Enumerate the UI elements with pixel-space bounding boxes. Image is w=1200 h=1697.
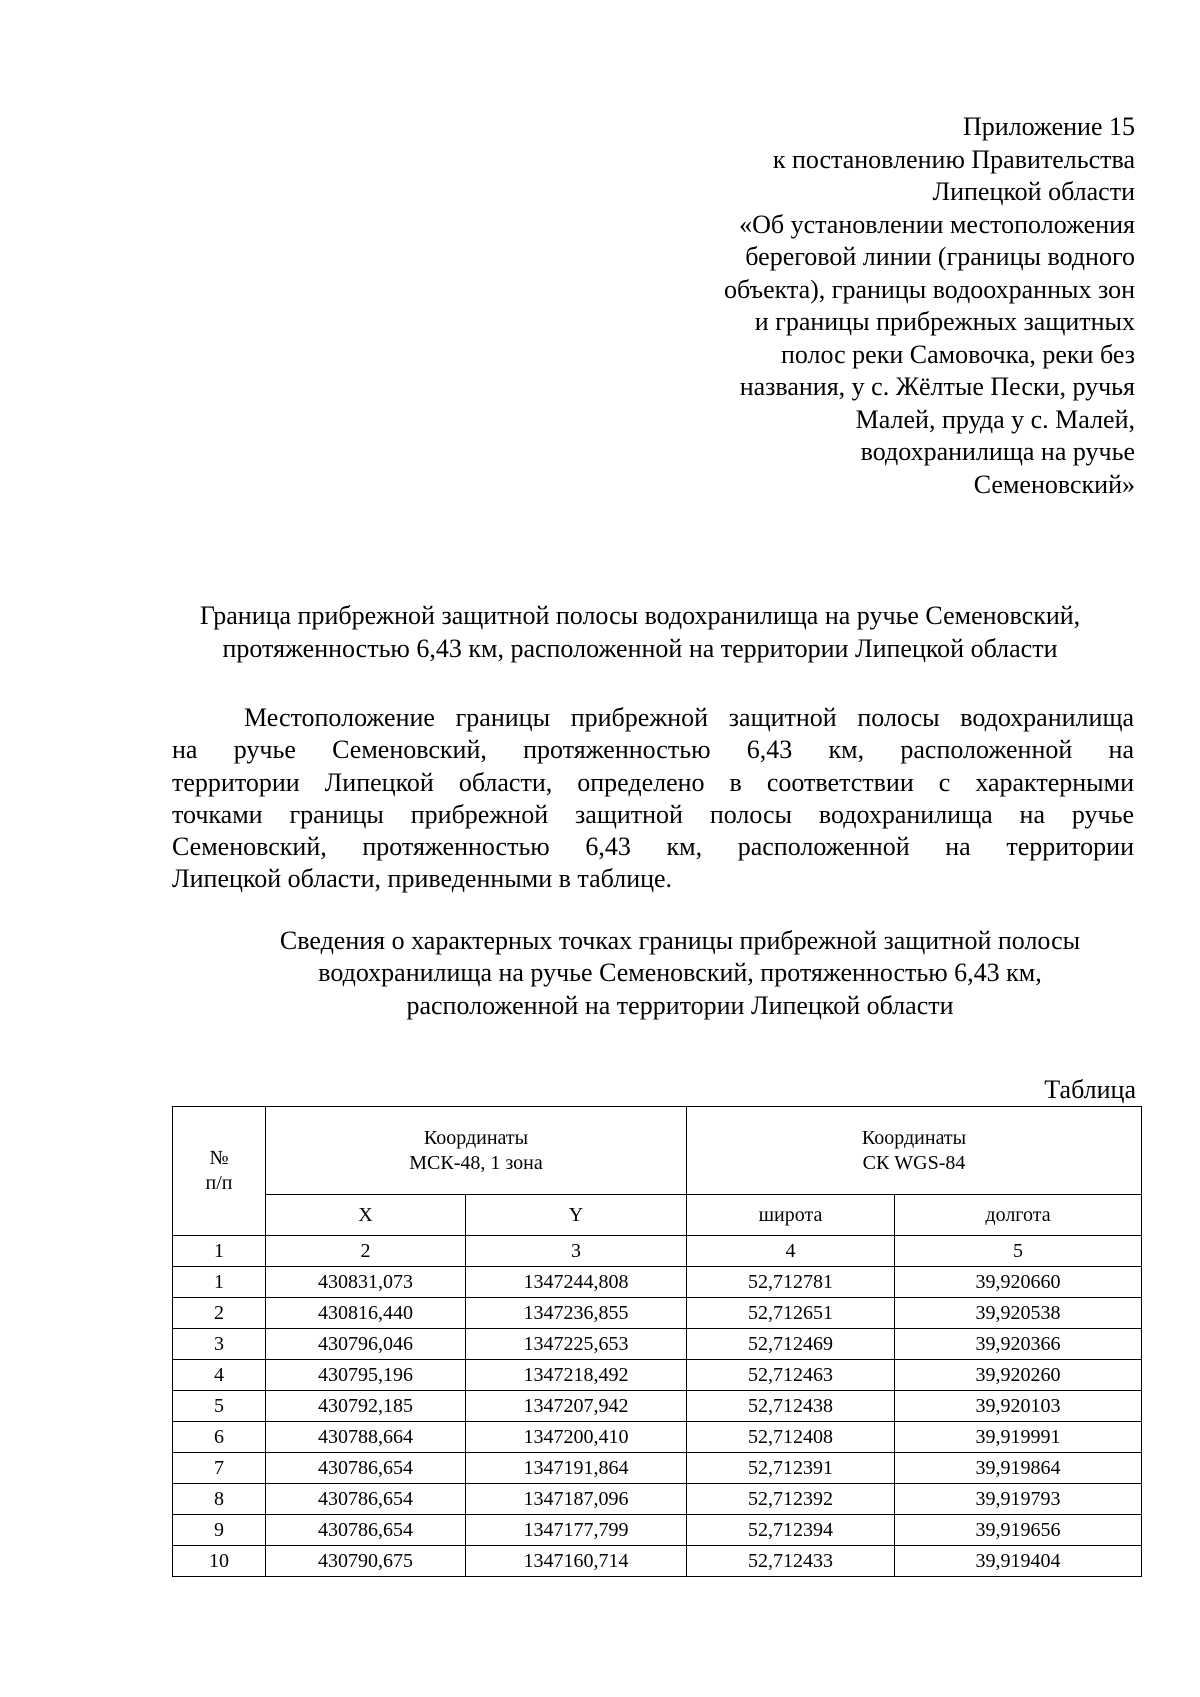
cell-number: 6 xyxy=(173,1422,266,1453)
table-row xyxy=(173,1484,1142,1515)
column-number: 2 xyxy=(266,1236,466,1267)
cell-latitude: 52,712433 xyxy=(687,1546,895,1577)
table-row xyxy=(173,1391,1142,1422)
header-y: Y xyxy=(466,1195,687,1236)
cell-number: 10 xyxy=(173,1546,266,1577)
cell-longitude: 39,919656 xyxy=(895,1515,1142,1546)
appendix-line: полос реки Самовочка, реки без xyxy=(780,339,1135,369)
cell-x: 430786,654 xyxy=(266,1453,466,1484)
caption-line: водохранилища на ручье Семеновский, протяженностью 6,43 км, xyxy=(318,958,1042,988)
coordinates-table xyxy=(172,1106,1142,1577)
cell-longitude: 39,920538 xyxy=(895,1298,1142,1329)
cell-x: 430792,185 xyxy=(266,1391,466,1422)
cell-y: 1347207,942 xyxy=(466,1391,687,1422)
cell-y: 1347200,410 xyxy=(466,1422,687,1453)
cell-latitude: 52,712391 xyxy=(687,1453,895,1484)
header-wgs84 xyxy=(687,1107,1142,1195)
cell-number: 2 xyxy=(173,1298,266,1329)
appendix-line: к постановлению Правительства xyxy=(772,144,1135,174)
cell-number: 4 xyxy=(173,1360,266,1391)
title-line: Граница прибрежной защитной полосы водохранилища на ручье Семеновский, xyxy=(199,601,1081,630)
table-subheader-row xyxy=(173,1195,1142,1236)
cell-x: 430788,664 xyxy=(266,1422,466,1453)
cell-x: 430816,440 xyxy=(266,1298,466,1329)
cell-y: 1347187,096 xyxy=(466,1484,687,1515)
appendix-line: водохранилища на ручье xyxy=(860,437,1135,466)
table-label: Таблица xyxy=(1044,1075,1136,1104)
cell-y: 1347218,492 xyxy=(466,1360,687,1391)
header-x: X xyxy=(266,1195,466,1236)
cell-y: 1347236,855 xyxy=(466,1298,687,1329)
header-msk48-line1: Координаты xyxy=(423,1126,529,1149)
header-wgs84-line1: Координаты xyxy=(861,1126,967,1149)
cell-latitude: 52,712651 xyxy=(687,1298,895,1329)
appendix-line: объекта), границы водоохранных зон xyxy=(724,274,1135,304)
cell-x: 430786,654 xyxy=(266,1515,466,1546)
cell-y: 1347177,799 xyxy=(466,1515,687,1546)
cell-longitude: 39,919793 xyxy=(895,1484,1142,1515)
cell-y: 1347191,864 xyxy=(466,1453,687,1484)
cell-y: 1347160,714 xyxy=(466,1546,687,1577)
document-title xyxy=(140,600,1140,665)
appendix-line: Малей, пруда у с. Малей, xyxy=(855,404,1135,434)
caption-line: Сведения о характерных точках границы прибрежной защитной полосы xyxy=(279,926,1081,955)
table-row xyxy=(173,1360,1142,1391)
column-number: 3 xyxy=(466,1236,687,1267)
cell-latitude: 52,712392 xyxy=(687,1484,895,1515)
cell-number: 3 xyxy=(173,1329,266,1360)
appendix-line: «Об установлении местоположения xyxy=(739,209,1135,239)
cell-latitude: 52,712408 xyxy=(687,1422,895,1453)
paragraph-line: на ручье Семеновский, протяженностью 6,43 км, расположенной на xyxy=(172,735,1134,765)
header-wgs84-line2: СК WGS-84 xyxy=(862,1151,966,1174)
header-msk48-line2: МСК-48, 1 зона xyxy=(409,1151,543,1174)
column-number: 4 xyxy=(687,1236,895,1267)
cell-latitude: 52,712469 xyxy=(687,1329,895,1360)
title-line: протяженностью 6,43 км, расположенной на территории Липецкой области xyxy=(222,633,1058,663)
table-row xyxy=(173,1329,1142,1360)
column-number-row xyxy=(173,1236,1142,1267)
table-row xyxy=(173,1453,1142,1484)
cell-x: 430790,675 xyxy=(266,1546,466,1577)
table-row xyxy=(173,1546,1142,1577)
header-number-line1: № xyxy=(209,1147,229,1169)
column-number: 1 xyxy=(173,1236,266,1267)
header-msk48 xyxy=(266,1107,687,1195)
cell-latitude: 52,712463 xyxy=(687,1360,895,1391)
column-number: 5 xyxy=(895,1236,1142,1267)
table-caption xyxy=(200,925,1160,1022)
caption-line: расположенной на территории Липецкой области xyxy=(406,990,954,1020)
table-row xyxy=(173,1298,1142,1329)
header-number xyxy=(173,1107,266,1236)
cell-y: 1347244,808 xyxy=(466,1267,687,1298)
paragraph-line: территории Липецкой области, определено в соответствии с характерными xyxy=(172,767,1134,797)
paragraph-line: Местоположение границы прибрежной защитной полосы водохранилища xyxy=(244,703,1134,732)
appendix-line: береговой линии (границы водного xyxy=(745,242,1135,271)
cell-number: 7 xyxy=(173,1453,266,1484)
cell-number: 1 xyxy=(173,1267,266,1298)
cell-latitude: 52,712394 xyxy=(687,1515,895,1546)
body-paragraph xyxy=(172,702,1134,896)
header-number-line2: п/п xyxy=(205,1172,233,1194)
table-header-row xyxy=(173,1107,1142,1195)
cell-longitude: 39,920103 xyxy=(895,1391,1142,1422)
cell-x: 430831,073 xyxy=(266,1267,466,1298)
appendix-line: и границы прибрежных защитных xyxy=(754,307,1135,336)
cell-longitude: 39,919404 xyxy=(895,1546,1142,1577)
table-row xyxy=(173,1515,1142,1546)
cell-x: 430786,654 xyxy=(266,1484,466,1515)
cell-longitude: 39,919864 xyxy=(895,1453,1142,1484)
cell-longitude: 39,920366 xyxy=(895,1329,1142,1360)
cell-number: 5 xyxy=(173,1391,266,1422)
cell-latitude: 52,712438 xyxy=(687,1391,895,1422)
header-latitude: широта xyxy=(687,1195,895,1236)
paragraph-line: Липецкой области, приведенными в таблице. xyxy=(172,864,673,894)
cell-number: 9 xyxy=(173,1515,266,1546)
appendix-block xyxy=(580,111,1135,501)
cell-number: 8 xyxy=(173,1484,266,1515)
appendix-line: Семеновский» xyxy=(973,469,1135,499)
cell-x: 430795,196 xyxy=(266,1360,466,1391)
table-row xyxy=(173,1422,1142,1453)
cell-longitude: 39,920660 xyxy=(895,1267,1142,1298)
appendix-line: названия, у с. Жёлтые Пески, ручья xyxy=(739,372,1135,401)
cell-x: 430796,046 xyxy=(266,1329,466,1360)
appendix-line: Липецкой области xyxy=(932,177,1135,206)
header-longitude: долгота xyxy=(895,1195,1142,1236)
table-row xyxy=(173,1267,1142,1298)
paragraph-line: Семеновский, протяженностью 6,43 км, расположенной на территории xyxy=(172,832,1134,862)
cell-y: 1347225,653 xyxy=(466,1329,687,1360)
cell-latitude: 52,712781 xyxy=(687,1267,895,1298)
appendix-line: Приложение 15 xyxy=(962,112,1135,141)
cell-longitude: 39,919991 xyxy=(895,1422,1142,1453)
paragraph-line: точками границы прибрежной защитной полосы водохранилища на ручье xyxy=(172,799,1134,829)
cell-longitude: 39,920260 xyxy=(895,1360,1142,1391)
